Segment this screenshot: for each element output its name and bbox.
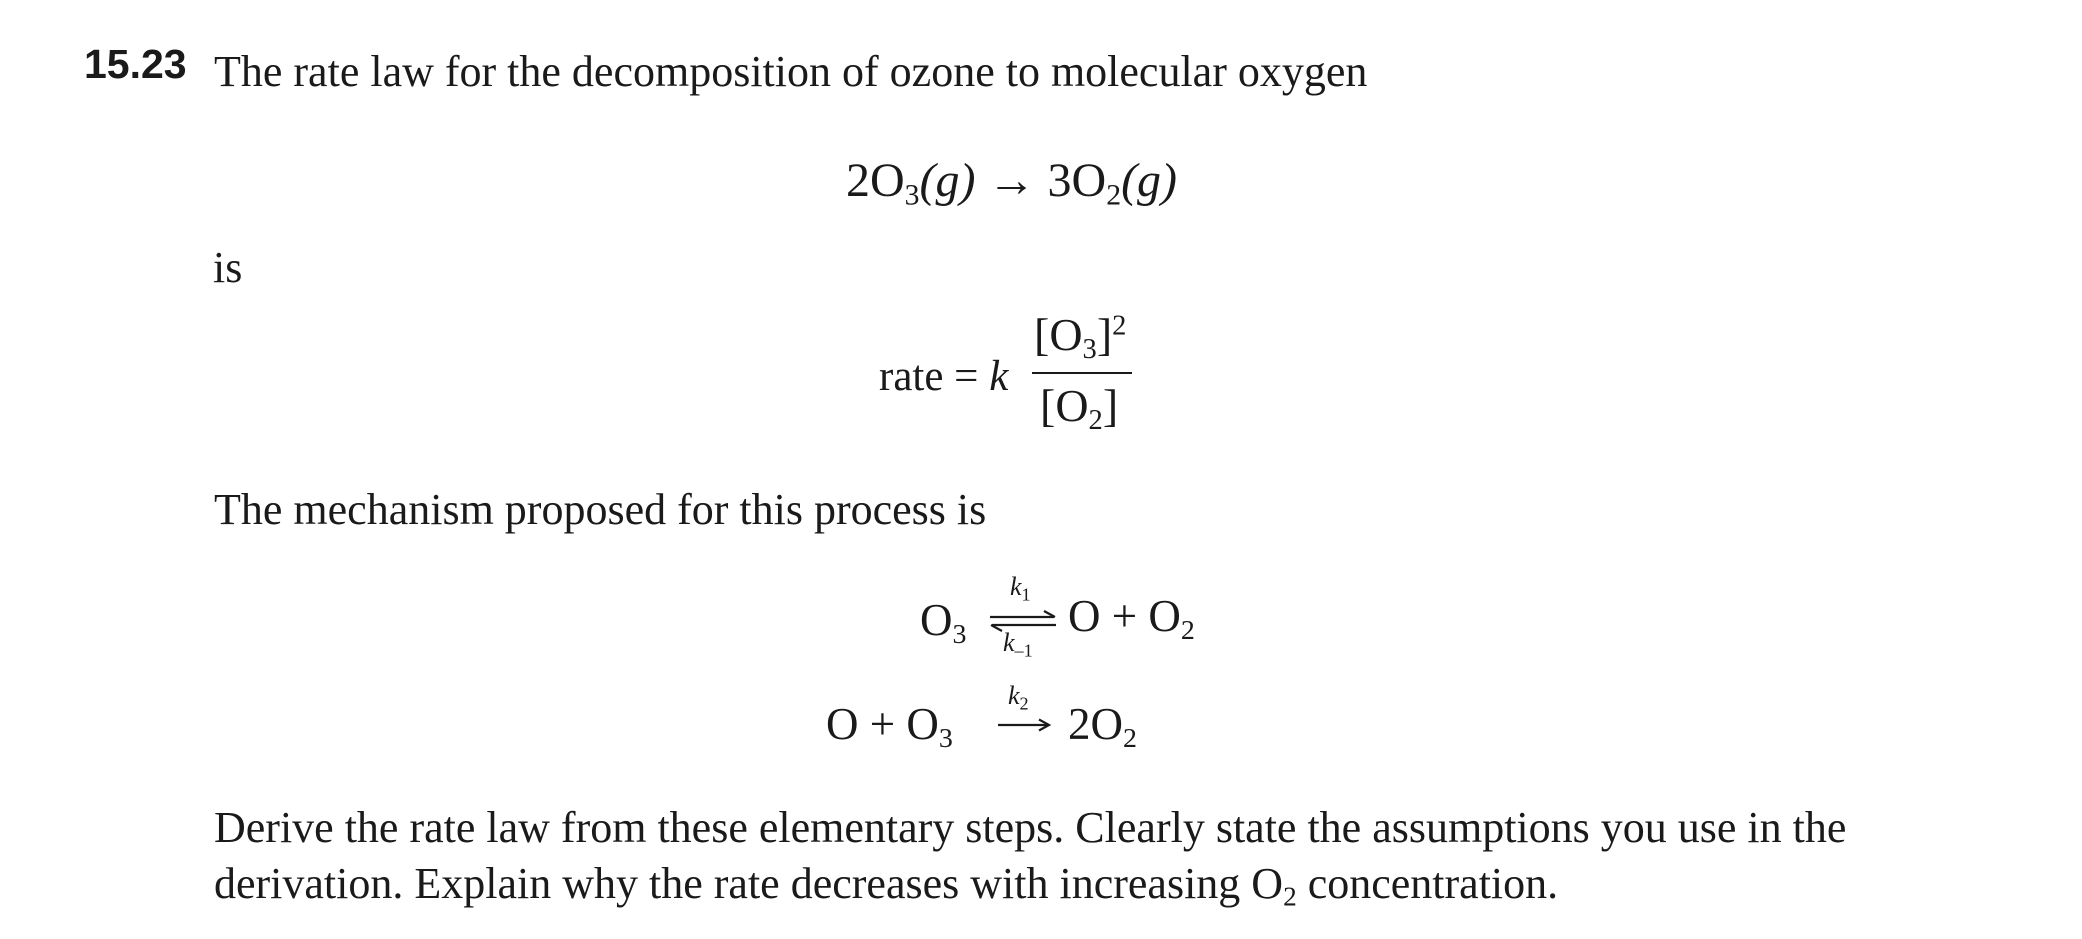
problem-number: 15.23 [84, 41, 187, 87]
step2-reactants [826, 699, 953, 754]
step2-k-subscript: 2 [1019, 693, 1029, 714]
step1-reactant-subscript: 3 [952, 618, 967, 650]
overall-reaction [846, 154, 1178, 212]
is-word: is [213, 243, 243, 292]
step1-reactant-species: O [920, 595, 953, 645]
rate-law-numerator [1034, 309, 1127, 365]
rate-law-lhs [879, 355, 1008, 398]
step2-reactants-subscript: 3 [938, 722, 953, 754]
step1-k-forward-symbol: k [1010, 572, 1022, 601]
question-line-1: Derive the rate law from these elementary steps. Clearly state the assumptions you use in the [214, 803, 1847, 852]
reactant-coefficient: 2 [846, 154, 870, 207]
denominator-subscript: 2 [1088, 404, 1103, 436]
forward-arrow-icon [996, 718, 1052, 732]
question-line-2-start: derivation. Explain why the rate decreases with increasing O [214, 859, 1284, 908]
numerator-subscript: 3 [1082, 333, 1097, 365]
reaction-arrow: → [987, 154, 1036, 207]
denominator-open: [O [1040, 380, 1089, 431]
question-line-2-end: concentration. [1296, 859, 1559, 908]
question-line-2-subscript: 2 [1283, 881, 1297, 912]
product-state: (g) [1121, 154, 1178, 207]
product-subscript: 2 [1106, 178, 1122, 212]
step1-reactant [920, 595, 967, 650]
step1-k-reverse-symbol: k [1003, 628, 1015, 657]
fraction-bar [1032, 372, 1132, 374]
step2-k [1008, 681, 1029, 714]
rate-constant-k: k [989, 353, 1009, 400]
step1-k-forward [1010, 572, 1031, 605]
denominator-close: ] [1102, 380, 1119, 431]
equilibrium-arrows-icon [988, 610, 1058, 632]
product-coefficient: 3 [1047, 154, 1072, 207]
step2-k-symbol: k [1008, 681, 1020, 710]
problem-intro: The rate law for the decomposition of ozone to molecular oxygen [214, 47, 1368, 96]
step1-k-reverse [1003, 628, 1033, 661]
step2-reactants-text: O + O [826, 699, 939, 749]
product-species: O [1071, 154, 1107, 207]
question-line-2 [214, 859, 1559, 912]
numerator-open: [O [1034, 309, 1083, 360]
step2-products-text: 2O [1068, 699, 1123, 749]
reactant-state: (g) [919, 154, 976, 207]
step1-products-text: O + O [1068, 591, 1181, 641]
mechanism-intro: The mechanism proposed for this process is [214, 485, 987, 534]
step2-products-subscript: 2 [1123, 722, 1137, 754]
step1-products-subscript: 2 [1180, 614, 1195, 646]
numerator-close: ] [1096, 309, 1113, 360]
rate-law-denominator [1040, 380, 1119, 436]
step1-products [1068, 591, 1195, 646]
step1-k-reverse-subscript: –1 [1014, 640, 1033, 661]
reactant-species: O [870, 154, 905, 207]
reactant-subscript: 3 [904, 178, 920, 212]
step2-products [1068, 699, 1137, 754]
numerator-power: 2 [1112, 310, 1127, 342]
step1-k-forward-subscript: 1 [1021, 584, 1031, 605]
rate-equals: rate = [879, 353, 979, 400]
